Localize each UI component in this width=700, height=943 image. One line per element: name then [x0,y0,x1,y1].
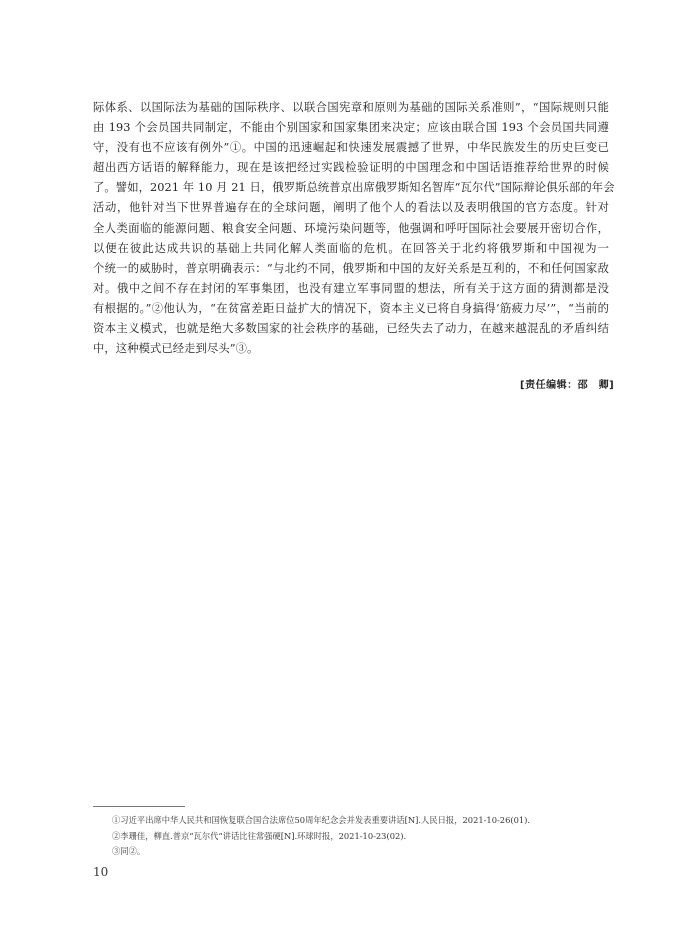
article-line: 有根据的。”②他认为，“在贫富差距日益扩大的情况下，资本主义已将自身搞得‘筋疲力尽’”，“当前的 [93,301,609,315]
article-line: 全人类面临的能源问题、粮食安全问题、环境污染问题等，他强调和呼吁国际社会要展开密切合作， [93,221,609,235]
article-line: 活动，他针对当下世界普遍存在的全球问题，阐明了他个人的看法以及表明俄国的官方态度。针对 [93,201,609,215]
article-line: 对。俄中之间不存在封闭的军事集团，也没有建立军事同盟的想法，所有关于这方面的猜测都是没 [93,281,609,295]
article-line: 超出西方话语的解释能力，现在是该把经过实践检验证明的中国理念和中国话语推荐给世界的时候 [93,161,609,175]
article-line: 由 193 个会员国共同制定，不能由个别国家和国家集团来决定；应该由联合国 193 个会员国共同遵 [93,121,609,135]
article-line: 守，没有也不应该有例外”①。中国的迅速崛起和快速发展震撼了世界，中华民族发生的历史巨变已 [93,141,609,155]
footnote-divider [93,806,185,807]
responsible-editor: [责任编辑：邵 卿] [520,380,615,391]
footnotes [112,813,612,860]
article-body [93,98,615,359]
page-number: 10 [93,865,109,879]
footnote: ②李珊佳，柳直.普京“瓦尔代”讲话比往常强硬[N].环球时报，2021-10-23(02). [112,830,407,841]
article-line: 中，这种模式已经走到尽头”③。 [93,342,259,356]
article-line: 资本主义模式，也就是绝大多数国家的社会秩序的基础，已经失去了动力，在越来越混乱的矛盾纠结 [93,322,609,336]
article-line: 了。譬如，2021 年 10 月 21 日，俄罗斯总统普京出席俄罗斯知名智库“瓦尔代”国际辩论俱乐部的年会 [93,181,615,195]
article-line: 以便在彼此达成共识的基础上共同化解人类面临的危机。在回答关于北约将俄罗斯和中国视为一 [93,241,609,255]
footnote: ①习近平出席中华人民共和国恢复联合国合法席位50周年纪念会并发表重要讲话[N].人民日报，2021-10-26(01). [112,815,531,825]
article-line: 际体系、以国际法为基础的国际秩序、以联合国宪章和原则为基础的国际关系准则”，“国际规则只能 [93,101,609,114]
footnote: ③同②。 [112,846,146,856]
article-line: 个统一的威胁时，普京明确表示：“与北约不同，俄罗斯和中国的友好关系是互利的，不和任何国家敌 [93,261,609,275]
